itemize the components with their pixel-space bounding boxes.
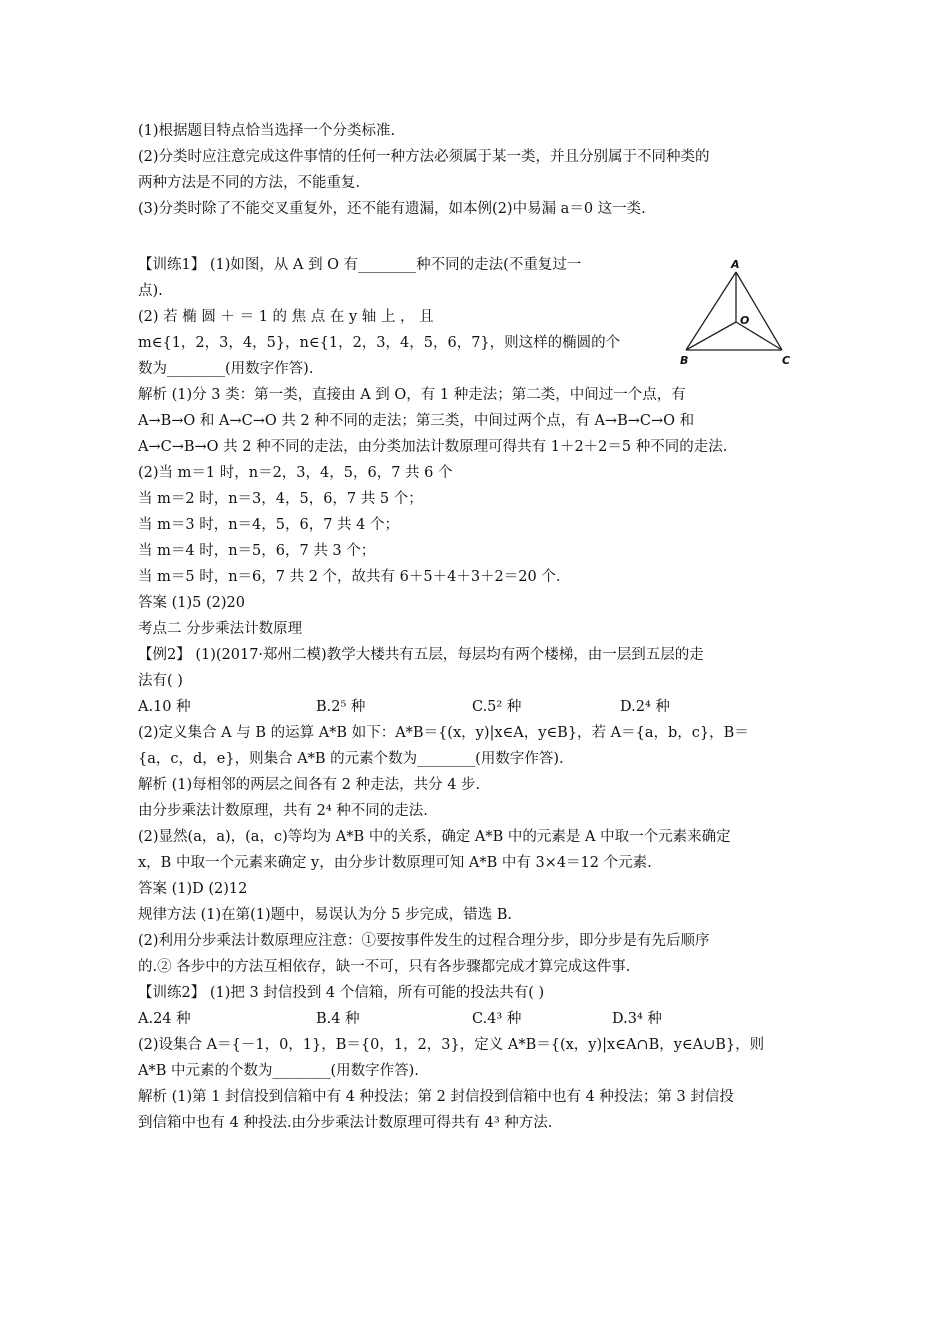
example2-option-d: D.2⁴ 种 bbox=[620, 699, 670, 715]
example2-options bbox=[138, 694, 814, 720]
training2-options bbox=[138, 1006, 814, 1032]
label-b: B bbox=[680, 354, 689, 367]
method-note-3: 两种方法是不同的方法，不能重复. bbox=[138, 175, 361, 191]
rule-method-3: 的.② 各步中的方法互相依存，缺一不可，只有各步骤都完成才算完成这件事. bbox=[138, 959, 631, 975]
training1-q1-line1: 【训练1】 (1)如图，从 A 到 O 有________种不同的走法(不重复过一 bbox=[138, 257, 582, 273]
training1-q2-line2: m∈{1，2，3，4，5}，n∈{1，2，3，4，5，6，7}，则这样的椭圆的个 bbox=[138, 335, 621, 351]
example2-q1-line1: 【例2】 (1)(2017·郑州二模)教学大楼共有五层，每层均有两个楼梯，由一层到五层的走 bbox=[138, 647, 704, 663]
triangle-diagram bbox=[672, 258, 802, 373]
example2-option-c: C.5² 种 bbox=[472, 699, 522, 715]
training1-solution-4: (2)当 m＝1 时，n＝2，3，4，5，6，7 共 6 个 bbox=[138, 465, 453, 481]
label-c: C bbox=[782, 354, 791, 367]
rule-method-2: (2)利用分步乘法计数原理应注意：①要按事件发生的过程合理分步，即分步是有先后顺序 bbox=[138, 933, 710, 949]
training2-option-b: B.4 种 bbox=[316, 1011, 360, 1027]
training1-solution-3: A→C→B→O 共 2 种不同的走法，由分类加法计数原理可得共有 1＋2＋2＝5 种不同的走法. bbox=[138, 439, 728, 455]
training1-solution-1: 解析 (1)分 3 类：第一类，直接由 A 到 O，有 1 种走法；第二类，中间过一个点，有 bbox=[138, 387, 686, 403]
example2-solution-4: x，B 中取一个元素来确定 y，由分步计数原理可知 A*B 中有 3×4＝12 个元素. bbox=[138, 855, 652, 871]
training1-solution-2: A→B→O 和 A→C→O 共 2 种不同的走法；第三类，中间过两个点，有 A→B→C→O 和 bbox=[138, 413, 695, 429]
label-o: O bbox=[740, 314, 750, 327]
method-note-2: (2)分类时应注意完成这件事情的任何一种方法必须属于某一类，并且分别属于不同种类的 bbox=[138, 149, 710, 165]
example2-q2-line2: {a，c，d，e}，则集合 A*B 的元素个数为________(用数字作答). bbox=[138, 751, 564, 767]
training1-solution-5: 当 m＝2 时，n＝3，4，5，6，7 共 5 个； bbox=[138, 491, 423, 507]
edge-bo bbox=[686, 322, 736, 350]
training2-solution-2: 到信箱中也有 4 种投法.由分步乘法计数原理可得共有 4³ 种方法. bbox=[138, 1115, 553, 1131]
example2-solution-1: 解析 (1)每相邻的两层之间各有 2 种走法，共分 4 步. bbox=[138, 777, 481, 793]
training1-q1-line2: 点). bbox=[138, 283, 163, 299]
training2-q2-line2: A*B 中元素的个数为________(用数字作答). bbox=[138, 1063, 419, 1079]
training1-q2-line3: 数为________(用数字作答). bbox=[138, 361, 314, 377]
rule-method-1: 规律方法 (1)在第(1)题中，易误认为分 5 步完成，错选 B. bbox=[138, 907, 513, 923]
label-a: A bbox=[731, 258, 740, 271]
training2-option-d: D.3⁴ 种 bbox=[612, 1011, 662, 1027]
edge-ac bbox=[736, 272, 782, 350]
training1-solution-8: 当 m＝5 时，n＝6，7 共 2 个，故共有 6＋5＋4＋3＋2＝20 个. bbox=[138, 569, 561, 585]
training2-q2-line1: (2)设集合 A＝{－1，0，1}，B＝{0，1，2，3}，定义 A*B＝{(x，y)|x∈A∩B，y∈A∪B}，则 bbox=[138, 1037, 765, 1053]
method-note-1: (1)根据题目特点恰当选择一个分类标准. bbox=[138, 123, 396, 139]
training2-solution-1: 解析 (1)第 1 封信投到信箱中有 4 种投法；第 2 封信投到信箱中也有 4 种投法；第 3 封信投 bbox=[138, 1089, 734, 1105]
example2-option-a: A.10 种 bbox=[138, 699, 191, 715]
training1-solution-6: 当 m＝3 时，n＝4，5，6，7 共 4 个； bbox=[138, 517, 399, 533]
training1-q2-line1: (2) 若 椭 圆 ＋ ＝ 1 的 焦 点 在 y 轴 上 ， 且 bbox=[138, 309, 434, 325]
training2-option-a: A.24 种 bbox=[138, 1011, 191, 1027]
training2-option-c: C.4³ 种 bbox=[472, 1011, 522, 1027]
section2-title: 考点二 分步乘法计数原理 bbox=[138, 621, 303, 637]
example2-option-b: B.2⁵ 种 bbox=[316, 699, 366, 715]
edge-ab bbox=[686, 272, 736, 350]
example2-q1-line2: 法有( ) bbox=[138, 673, 183, 689]
example2-q2-line1: (2)定义集合 A 与 B 的运算 A*B 如下：A*B＝{(x，y)|x∈A，y∈B}，若 A＝{a，b，c}，B＝ bbox=[138, 725, 749, 741]
training1-answer: 答案 (1)5 (2)20 bbox=[138, 595, 245, 611]
training1-solution-7: 当 m＝4 时，n＝5，6，7 共 3 个； bbox=[138, 543, 376, 559]
example2-answer: 答案 (1)D (2)12 bbox=[138, 881, 248, 897]
example2-solution-2: 由分步乘法计数原理，共有 2⁴ 种不同的走法. bbox=[138, 803, 428, 819]
example2-solution-3: (2)显然(a，a)，(a，c)等均为 A*B 中的关系，确定 A*B 中的元素是 A 中取一个元素来确定 bbox=[138, 829, 731, 845]
method-note-4: (3)分类时除了不能交叉重复外，还不能有遗漏，如本例(2)中易漏 a＝0 这一类. bbox=[138, 201, 646, 217]
training2-q1: 【训练2】 (1)把 3 封信投到 4 个信箱，所有可能的投法共有( ) bbox=[138, 985, 545, 1001]
